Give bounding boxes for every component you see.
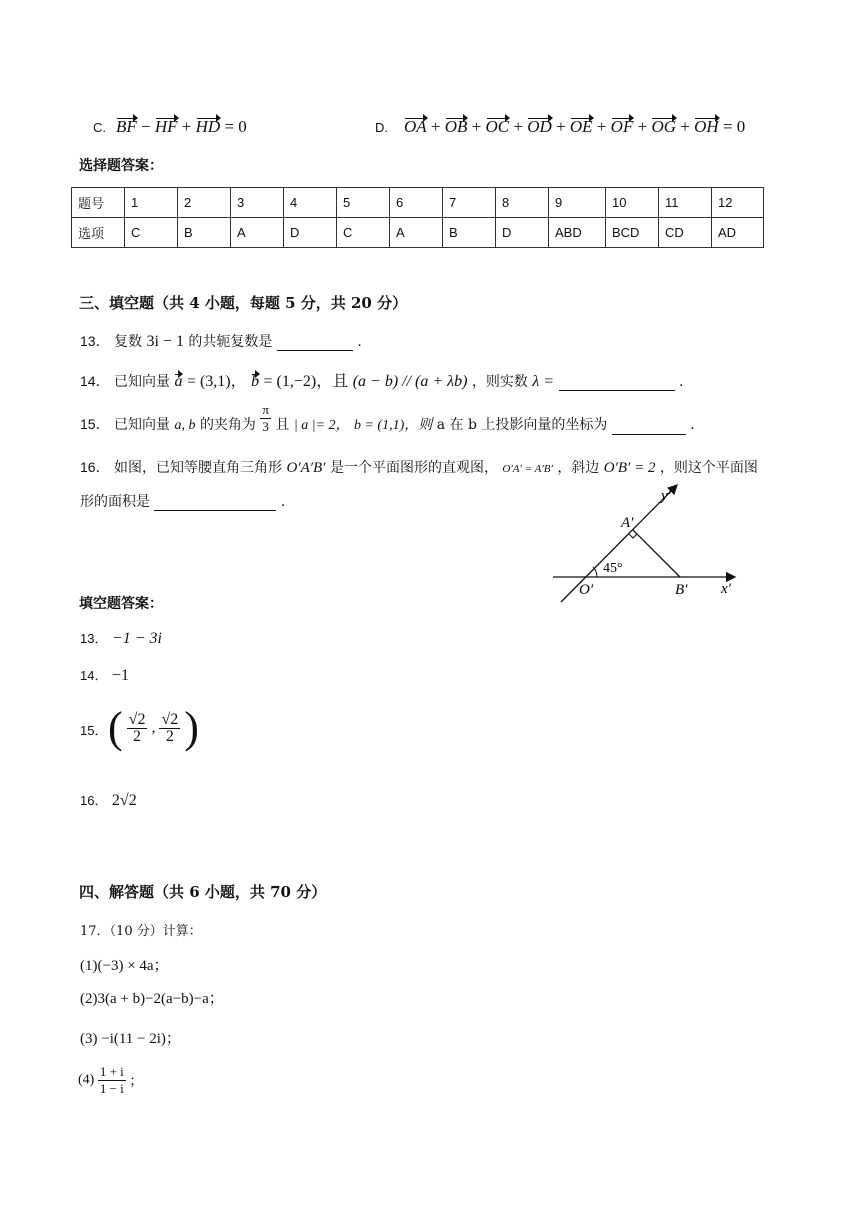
op: − xyxy=(141,117,151,136)
table-header-cell: 题号 xyxy=(72,188,125,218)
part-label: (4) xyxy=(78,1072,95,1088)
table-row xyxy=(72,218,764,248)
table-cell: CD xyxy=(659,218,712,248)
zero-vector: = 0 xyxy=(722,117,746,136)
table-cell: D xyxy=(284,218,337,248)
side-a-b xyxy=(633,530,680,577)
table-cell: C xyxy=(125,218,178,248)
vec-od: OD xyxy=(527,117,552,136)
angle-label: 45° xyxy=(603,561,623,576)
y-axis-label: y′ xyxy=(661,488,671,504)
table-row xyxy=(72,188,764,218)
table-cell: AD xyxy=(712,218,764,248)
answer-blank[interactable] xyxy=(154,496,276,511)
answer-number: 13． xyxy=(80,631,108,646)
period: . xyxy=(690,417,695,433)
triangle-figure xyxy=(545,478,745,606)
denominator: 2 xyxy=(133,727,142,745)
semicolon: ； xyxy=(129,1074,144,1090)
table-cell: 3 xyxy=(231,188,284,218)
x-axis-label: x′ xyxy=(721,581,731,597)
q17-part-4 xyxy=(78,1064,143,1097)
vec-hf: HF xyxy=(154,117,178,136)
option-c-expr xyxy=(116,117,247,137)
table-cell: 5 xyxy=(337,188,390,218)
answer-value: −1 xyxy=(111,667,129,684)
choice-answer-table xyxy=(71,187,764,248)
answer-number: 14． xyxy=(80,668,108,683)
answer-number: 15． xyxy=(80,723,108,738)
vec-oe: OE xyxy=(569,117,593,136)
question-17-header: 17．（10 分）计算： xyxy=(80,924,202,939)
question-text: ，则这个平面图 xyxy=(659,460,758,476)
q17-part-2: (2)3(a + b)−2(a−b)−a； xyxy=(80,991,224,1007)
answer-14 xyxy=(80,665,129,685)
question-number: 14． xyxy=(80,373,110,389)
answer-16 xyxy=(80,790,137,810)
question-text: 的夹角为 xyxy=(199,417,256,433)
question-text: 且 xyxy=(275,417,290,433)
question-number: 15． xyxy=(80,416,110,432)
table-cell: 2 xyxy=(178,188,231,218)
table-cell: BCD xyxy=(606,218,659,248)
math-expr: 3i − 1 xyxy=(146,333,184,350)
question-text: 是一个平面图形的直观图， xyxy=(329,460,498,476)
vec-of: OF xyxy=(610,117,634,136)
fraction xyxy=(127,712,148,745)
table-cell: ABD xyxy=(549,218,606,248)
answer-15-value xyxy=(108,703,199,753)
question-number: 16． xyxy=(80,459,110,475)
table-cell: 1 xyxy=(125,188,178,218)
vec-ob: OB xyxy=(444,117,468,136)
op: + xyxy=(181,117,192,136)
op: + xyxy=(680,117,690,136)
table-cell: C xyxy=(337,218,390,248)
period: . xyxy=(357,334,362,350)
denominator: 1 − i xyxy=(99,1081,124,1096)
point-a-label: A′ xyxy=(621,515,634,531)
table-cell: A xyxy=(390,218,443,248)
right-angle-mark xyxy=(629,534,637,538)
left-paren: ( xyxy=(108,703,123,752)
question-text: 的共轭复数是 xyxy=(188,334,273,350)
vec-og: OG xyxy=(651,117,676,136)
question-16-line-2 xyxy=(80,491,285,511)
table-cell: 7 xyxy=(443,188,496,218)
vec-a: a xyxy=(174,373,183,390)
answer-15 xyxy=(80,720,107,739)
vec-oh: OH xyxy=(694,117,719,136)
math-expr: O′B′ = 2 xyxy=(603,460,656,476)
section-4-title: 四、解答题（共 6 小题，共 70 分） xyxy=(79,883,327,901)
table-cell: B xyxy=(178,218,231,248)
numerator: √2 xyxy=(128,710,146,728)
zero-vector: = 0 xyxy=(224,117,247,136)
option-d-expr xyxy=(404,117,745,137)
vec-bf: BF xyxy=(116,117,137,136)
question-15 xyxy=(80,401,695,435)
op: + xyxy=(471,117,482,136)
vec-oa: OA xyxy=(404,117,427,136)
question-14 xyxy=(80,368,683,391)
period: . xyxy=(678,374,684,390)
math-expr: O′A′ = A′B′ xyxy=(502,463,553,475)
table-cell: 9 xyxy=(549,188,606,218)
math-expr: = (1,−2)，且 xyxy=(263,373,349,390)
answer-13 xyxy=(80,628,162,648)
q17-part-1: (1)(−3) × 4a； xyxy=(80,958,169,974)
math-expr: a, b xyxy=(174,418,196,433)
answer-blank[interactable] xyxy=(277,336,353,351)
right-paren: ) xyxy=(184,703,199,752)
answer-value: 2√2 xyxy=(111,792,137,809)
vec-b: b xyxy=(251,373,260,390)
table-cell: 12 xyxy=(712,188,764,218)
math-expr: | a |= 2， xyxy=(293,418,350,433)
question-16 xyxy=(80,457,758,477)
answer-blank[interactable] xyxy=(559,376,675,391)
question-text: 形的面积是 xyxy=(80,494,150,510)
fill-answers-title: 填空题答案： xyxy=(79,596,163,612)
answer-blank[interactable] xyxy=(612,420,686,435)
op: + xyxy=(596,117,607,136)
comma: , xyxy=(151,719,156,736)
option-d-label: D. xyxy=(375,120,388,135)
question-text: 已知向量 xyxy=(114,417,171,433)
option-c-label: C. xyxy=(93,120,106,135)
answer-value: −1 − 3i xyxy=(111,630,162,647)
table-cell: D xyxy=(496,218,549,248)
math-expr: (a − b) // (a + λb) xyxy=(352,373,468,390)
op: + xyxy=(556,117,566,136)
table-cell: 11 xyxy=(659,188,712,218)
numerator: π xyxy=(262,401,269,417)
fraction xyxy=(98,1064,126,1097)
question-text: 已知向量 xyxy=(114,374,171,390)
table-cell: 8 xyxy=(496,188,549,218)
table-cell: 4 xyxy=(284,188,337,218)
fraction xyxy=(159,712,180,745)
question-text: a 在 b 上投影向量的坐标为 xyxy=(436,417,608,433)
choice-answers-title: 选择题答案： xyxy=(79,158,163,174)
section-3-title: 三、填空题（共 4 小题，每题 5 分，共 20 分） xyxy=(79,294,408,312)
period: . xyxy=(280,494,286,510)
question-text: 复数 xyxy=(114,334,143,350)
question-text: ，斜边 xyxy=(557,460,600,476)
question-text: 如图，已知等腰直角三角形 xyxy=(114,460,283,476)
op: + xyxy=(430,117,441,136)
point-b-label: B′ xyxy=(675,582,688,598)
math-expr: λ = xyxy=(532,373,555,390)
op: + xyxy=(513,117,523,136)
answer-number: 16． xyxy=(80,793,108,808)
table-cell: 10 xyxy=(606,188,659,218)
denominator: 3 xyxy=(262,418,269,434)
table-header-cell: 选项 xyxy=(72,218,125,248)
table-cell: A xyxy=(231,218,284,248)
question-text: ，则实数 xyxy=(471,374,528,390)
question-13 xyxy=(80,331,362,351)
table-cell: 6 xyxy=(390,188,443,218)
math-expr: O′A′B′ xyxy=(286,460,326,476)
numerator: 1 + i xyxy=(99,1064,124,1079)
table-cell: B xyxy=(443,218,496,248)
vec-oc: OC xyxy=(485,117,510,136)
math-expr: = (3,1)， xyxy=(186,373,247,390)
vec-hd: HD xyxy=(195,117,221,136)
point-o-label: O′ xyxy=(579,582,594,598)
math-expr: b = (1,1)，则 xyxy=(353,418,433,433)
fraction-pi-over-3 xyxy=(260,402,271,435)
op: + xyxy=(637,117,648,136)
numerator: √2 xyxy=(161,710,179,728)
q17-part-3: (3) −i(11 − 2i)； xyxy=(80,1031,181,1047)
question-number: 13． xyxy=(80,333,110,349)
denominator: 2 xyxy=(165,727,174,745)
